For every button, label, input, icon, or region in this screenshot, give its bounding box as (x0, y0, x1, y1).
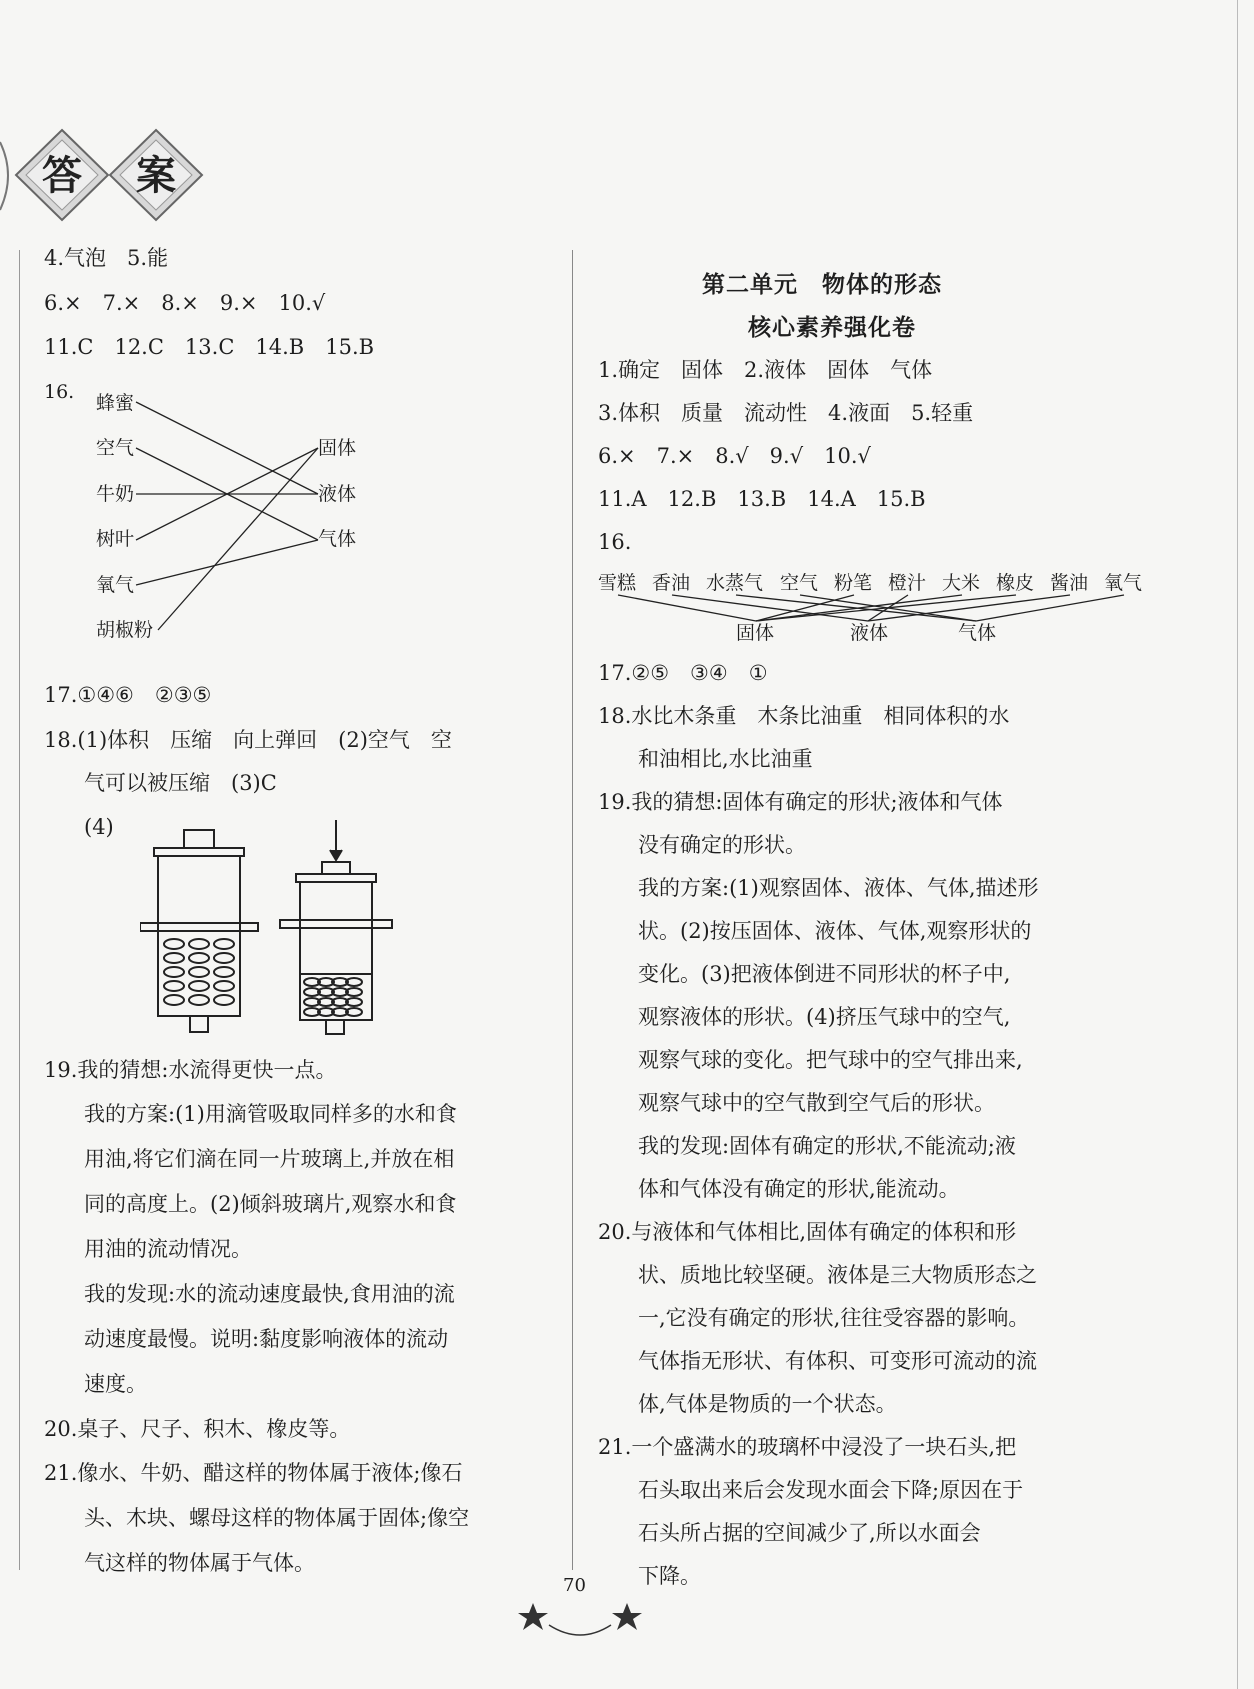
right-answer-20-line1: 20.与液体和气体相比,固体有确定的体积和形 (598, 1220, 1017, 1244)
unit-title: 第二单元 物体的形态 (702, 271, 942, 298)
match-line-honey-liquid (136, 402, 318, 494)
right-q16-item-sesame-oil: 香油 (652, 572, 691, 594)
right-answer-3-5: 3.体积 质量 流动性 4.液面 5.轻重 (598, 401, 974, 425)
right-answer-1-2: 1.确定 固体 2.液体 固体 气体 (598, 358, 933, 382)
left-q16-item-milk: 牛奶 (96, 483, 135, 505)
answer-header-badge (0, 120, 220, 230)
right-q16-item-icecream: 雪糕 (598, 572, 637, 594)
left-answer-4-5: 4.气泡 5.能 (44, 246, 169, 270)
right-answer-19-line4: 状。(2)按压固体、液体、气体,观察形状的 (638, 919, 1032, 943)
right-answer-20-line4: 气体指无形状、有体积、可变形可流动的流 (638, 1349, 1037, 1373)
right-answer-19-line2: 没有确定的形状。 (638, 833, 806, 857)
right-answer-20-line5: 体,气体是物质的一个状态。 (638, 1392, 897, 1416)
right-answer-6-10: 6.× 7.× 8.√ 9.√ 10.√ (598, 444, 871, 468)
right-answer-21-line4: 下降。 (638, 1564, 701, 1588)
left-q16-target-solid: 固体 (318, 437, 357, 459)
left-answer-18-line1: 18.(1)体积 压缩 向上弹回 (2)空气 空 (44, 728, 452, 752)
match-line-icecream-solid (618, 595, 756, 621)
right-q16-item-eraser: 橡皮 (996, 572, 1035, 594)
left-q16-number: 16. (44, 381, 75, 403)
right-answer-19-line3: 我的方案:(1)观察固体、液体、气体,描述形 (638, 876, 1039, 900)
left-margin-rule (19, 250, 20, 1570)
left-answer-19-line5: 用油的流动情况。 (84, 1237, 252, 1261)
right-q16-target-gas: 气体 (958, 622, 997, 644)
left-answer-18-part4: (4) (84, 815, 114, 839)
footer-swash (549, 1625, 611, 1635)
left-answer-21-line3: 气这样的物体属于气体。 (84, 1551, 315, 1575)
right-q16-item-steam: 水蒸气 (706, 572, 764, 594)
left-answer-11-15: 11.C 12.C 13.C 14.B 15.B (44, 335, 375, 359)
right-answer-21-line2: 石头取出来后会发现水面会下降;原因在于 (638, 1478, 1024, 1502)
left-answer-19-line2: 我的方案:(1)用滴管吸取同样多的水和食 (84, 1102, 457, 1126)
right-q16-target-liquid: 液体 (850, 622, 889, 644)
unit-subtitle: 核心素养强化卷 (748, 314, 916, 341)
right-answer-16-number: 16. (598, 530, 632, 554)
syringe-after (280, 820, 392, 1034)
right-q16-target-solid: 固体 (736, 622, 775, 644)
right-q16-item-oxygen: 氧气 (1104, 572, 1143, 594)
left-answer-20: 20.桌子、尺子、积木、橡皮等。 (44, 1417, 351, 1441)
left-answer-21-line2: 头、木块、螺母这样的物体属于固体;像空 (84, 1506, 470, 1530)
right-q16-matching-diagram (596, 565, 1166, 645)
left-answer-6-10: 6.× 7.× 8.× 9.× 10.√ (44, 291, 326, 315)
syringe-before (140, 830, 258, 1032)
left-answer-21-line1: 21.像水、牛奶、醋这样的物体属于液体;像石 (44, 1461, 463, 1485)
match-line-soy-sauce-liquid (868, 595, 1070, 621)
match-line-pepper-solid (158, 448, 318, 630)
right-answer-21-line3: 石头所占据的空间减少了,所以水面会 (638, 1521, 981, 1545)
right-answer-19-line5: 变化。(3)把液体倒进不同形状的杯子中, (638, 962, 1011, 986)
right-q16-item-air: 空气 (780, 572, 819, 594)
syringe-diagrams (140, 820, 400, 1035)
page-number: 70 (563, 1575, 586, 1596)
match-line-eraser-solid (756, 595, 1016, 621)
footer-star-left-icon (518, 1603, 548, 1630)
right-answer-20-line3: 一,它没有确定的形状,往往受容器的影响。 (638, 1306, 1030, 1330)
footer-star-right-icon (612, 1603, 642, 1630)
badge-left-arc (0, 142, 8, 210)
left-q16-target-gas: 气体 (318, 528, 357, 550)
right-answer-18-line2: 和油相比,水比油重 (638, 747, 813, 771)
right-answer-18-line1: 18.水比木条重 木条比油重 相同体积的水 (598, 704, 1010, 728)
right-answer-19-line6: 观察液体的形状。(4)挤压气球中的空气, (638, 1005, 1011, 1029)
right-q16-item-chalk: 粉笔 (834, 572, 873, 594)
left-q16-item-air: 空气 (96, 437, 135, 459)
left-answer-17: 17.①④⑥ ②③⑤ (44, 683, 212, 707)
right-answer-11-15: 11.A 12.B 13.B 14.A 15.B (598, 487, 926, 511)
right-q16-item-orange-juice: 橙汁 (888, 572, 927, 594)
left-q16-item-honey: 蜂蜜 (96, 392, 135, 414)
left-q16-item-pepper: 胡椒粉 (96, 619, 154, 641)
match-line-oxygen-gas (976, 595, 1124, 621)
right-answer-19-line7: 观察气球的变化。把气球中的空气排出来, (638, 1048, 1023, 1072)
right-answer-19-line1: 19.我的猜想:固体有确定的形状;液体和气体 (598, 790, 1003, 814)
right-answer-21-line1: 21.一个盛满水的玻璃杯中浸没了一块石头,把 (598, 1435, 1017, 1459)
left-answer-18-line2: 气可以被压缩 (3)C (84, 771, 277, 795)
left-answer-19-line8: 速度。 (84, 1372, 147, 1396)
left-q16-target-liquid: 液体 (318, 483, 357, 505)
left-answer-19-line7: 动速度最慢。说明:黏度影响液体的流动 (84, 1327, 449, 1351)
left-answer-19-line3: 用油,将它们滴在同一片玻璃上,并放在相 (84, 1147, 455, 1171)
right-q16-item-rice: 大米 (942, 572, 981, 594)
right-edge-rule (1237, 0, 1238, 1689)
left-q16-item-leaf: 树叶 (96, 528, 135, 550)
match-line-rice-solid (756, 595, 962, 621)
match-line-oxygen-gas (136, 540, 318, 585)
left-answer-19-line6: 我的发现:水的流动速度最快,食用油的流 (84, 1282, 455, 1306)
right-answer-17: 17.②⑤ ③④ ① (598, 661, 768, 685)
right-answer-19-line9: 我的发现:固体有确定的形状,不能流动;液 (638, 1134, 1016, 1158)
right-answer-20-line2: 状、质地比较坚硬。液体是三大物质形态之 (638, 1263, 1037, 1287)
header-char-1: 答 (42, 152, 82, 199)
left-answer-19-line4: 同的高度上。(2)倾斜玻璃片,观察水和食 (84, 1192, 457, 1216)
right-q16-item-soy-sauce: 酱油 (1050, 572, 1089, 594)
left-answer-19-line1: 19.我的猜想:水流得更快一点。 (44, 1058, 337, 1082)
left-q16-item-oxygen: 氧气 (96, 574, 135, 596)
column-divider (572, 250, 573, 1570)
right-answer-19-line8: 观察气球中的空气散到空气后的形状。 (638, 1091, 995, 1115)
header-char-2: 案 (136, 152, 176, 199)
left-q16-matching-diagram (40, 380, 380, 650)
right-answer-19-line10: 体和气体没有确定的形状,能流动。 (638, 1177, 960, 1201)
page-footer-ornament (515, 1595, 645, 1645)
